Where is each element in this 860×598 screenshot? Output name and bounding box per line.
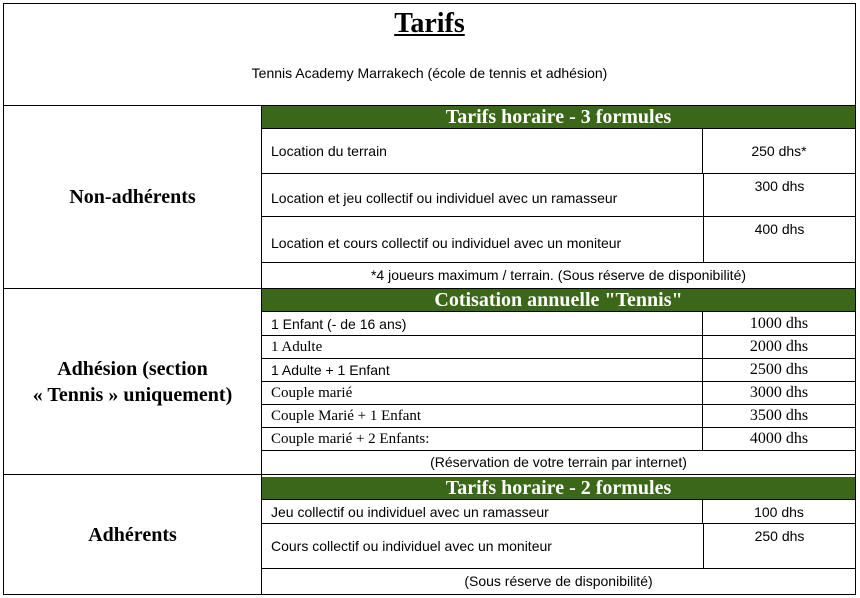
section-note: (Sous réserve de disponibilité) xyxy=(464,573,653,589)
row-price: 2500 dhs xyxy=(702,359,855,381)
section-heading: Tarifs horaire - 3 formules xyxy=(262,106,855,129)
section-non-adherents xyxy=(4,106,855,289)
row-price: 4000 dhs xyxy=(702,428,855,450)
row-price: 250 dhs xyxy=(703,524,855,568)
section-label xyxy=(4,289,262,474)
table-row xyxy=(262,500,855,524)
tariff-table xyxy=(3,3,856,595)
section-label: Adhérents xyxy=(4,475,262,594)
table-row xyxy=(262,382,855,405)
row-label: 1 Adulte + 1 Enfant xyxy=(271,362,390,378)
row-price: 250 dhs* xyxy=(702,129,855,173)
row-price: 2000 dhs xyxy=(702,336,855,358)
row-price: 1000 dhs xyxy=(702,312,855,335)
row-label: 1 Adulte xyxy=(271,338,323,355)
row-label: Location et jeu collectif ou individuel avec un ramasseur xyxy=(271,190,618,206)
table-row xyxy=(262,129,855,174)
section-adherents xyxy=(4,475,855,594)
section-note: (Réservation de votre terrain par internet) xyxy=(430,454,687,470)
section-label-line: Adhésion (section xyxy=(57,357,208,380)
row-label: Couple marié + 2 Enfants: xyxy=(271,430,430,447)
header-cell xyxy=(4,4,855,106)
row-label: Cours collectif ou individuel avec un moniteur xyxy=(271,538,552,554)
row-label: Location du terrain xyxy=(271,143,387,159)
table-row xyxy=(262,359,855,382)
page-title: Tarifs xyxy=(394,8,465,39)
row-price: 400 dhs xyxy=(703,217,855,262)
table-row xyxy=(262,217,855,263)
section-heading: Tarifs horaire - 2 formules xyxy=(262,477,855,500)
table-row xyxy=(262,524,855,569)
page-subtitle: Tennis Academy Marrakech (école de tennis et adhésion) xyxy=(251,65,608,81)
row-price: 3500 dhs xyxy=(702,405,855,427)
section-label-line: « Tennis » uniquement) xyxy=(32,383,233,406)
row-label: 1 Enfant (- de 16 ans) xyxy=(271,315,407,332)
row-label: Jeu collectif ou individuel avec un ramasseur xyxy=(271,503,549,520)
section-label: Non-adhérents xyxy=(4,106,262,288)
row-label: Couple marié xyxy=(271,384,353,401)
section-content xyxy=(262,475,855,594)
section-adhesion xyxy=(4,289,855,475)
table-row xyxy=(262,336,855,359)
row-label: Couple Marié + 1 Enfant xyxy=(271,407,422,424)
row-price: 300 dhs xyxy=(703,174,855,216)
row-price: 100 dhs xyxy=(702,500,855,523)
section-content xyxy=(262,289,855,474)
row-label: Location et cours collectif ou individuel avec un moniteur xyxy=(271,234,622,251)
table-row xyxy=(262,405,855,428)
table-row xyxy=(262,428,855,451)
table-row xyxy=(262,312,855,336)
row-price: 3000 dhs xyxy=(702,382,855,404)
table-row xyxy=(262,174,855,217)
section-heading: Cotisation annuelle "Tennis" xyxy=(262,289,855,312)
section-content xyxy=(262,106,855,288)
section-note: *4 joueurs maximum / terrain. (Sous réserve de disponibilité) xyxy=(370,267,747,283)
